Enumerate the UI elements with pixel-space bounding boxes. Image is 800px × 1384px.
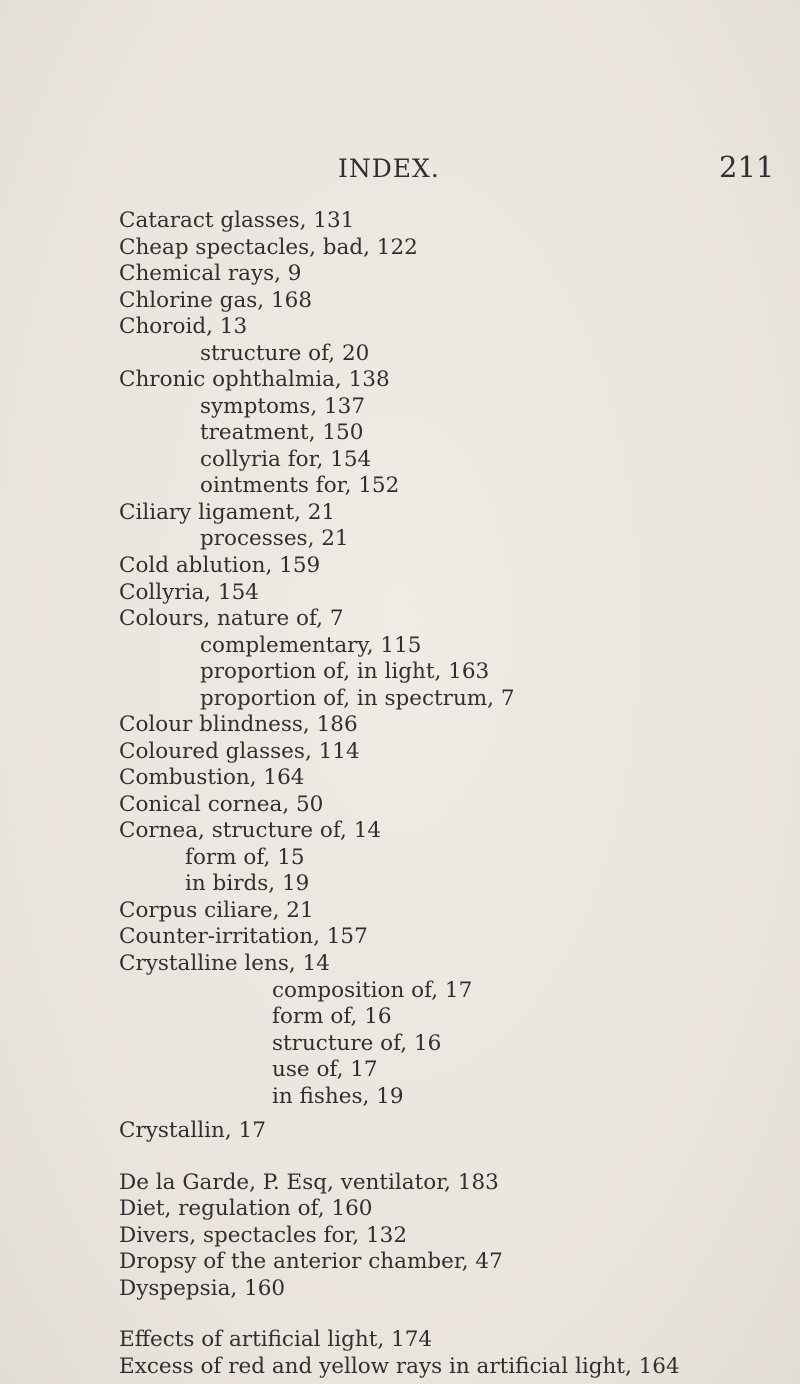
- index-entry: Colours, nature of, 7: [119, 606, 344, 631]
- index-entry: Collyria, 154: [119, 580, 259, 605]
- index-entry: Chlorine gas, 168: [119, 288, 312, 313]
- index-subentry: proportion of, in light, 163: [200, 659, 490, 684]
- running-header-title: INDEX.: [338, 154, 440, 183]
- index-entry: Cold ablution, 159: [119, 553, 321, 578]
- index-subentry: in birds, 19: [185, 871, 310, 896]
- index-subentry: complementary, 115: [200, 633, 422, 658]
- page-number: 211: [719, 150, 775, 184]
- index-entry: Crystalline lens, 14: [119, 951, 330, 976]
- index-entry: De la Garde, P. Esq, ventilator, 183: [119, 1170, 499, 1195]
- index-entry: Chronic ophthalmia, 138: [119, 367, 390, 392]
- index-entry: Colour blindness, 186: [119, 712, 358, 737]
- index-entry: Excess of red and yellow rays in artificial light, 164: [119, 1354, 680, 1379]
- index-entry: Divers, spectacles for, 132: [119, 1223, 408, 1248]
- index-entry: Coloured glasses, 114: [119, 739, 360, 764]
- index-subentry: collyria for, 154: [200, 447, 372, 472]
- index-entry: Cheap spectacles, bad, 122: [119, 235, 418, 260]
- index-entry: Conical cornea, 50: [119, 792, 324, 817]
- index-subentry: processes, 21: [200, 526, 349, 551]
- index-subentry: in fishes, 19: [272, 1084, 404, 1109]
- index-subentry: treatment, 150: [200, 420, 364, 445]
- index-entry: Corpus ciliare, 21: [119, 898, 314, 923]
- index-entry: Cataract glasses, 131: [119, 208, 355, 233]
- index-entry: Choroid, 13: [119, 314, 248, 339]
- index-subentry: structure of, 20: [200, 341, 370, 366]
- index-entry: Counter-irritation, 157: [119, 924, 368, 949]
- index-subentry: symptoms, 137: [200, 394, 366, 419]
- index-entry: Effects of artificial light, 174: [119, 1327, 433, 1352]
- index-subentry: composition of, 17: [272, 978, 473, 1003]
- index-entry: Ciliary ligament, 21: [119, 500, 336, 525]
- index-subentry: form of, 16: [272, 1004, 392, 1029]
- index-entry: Dropsy of the anterior chamber, 47: [119, 1249, 503, 1274]
- index-subentry: ointments for, 152: [200, 473, 400, 498]
- index-entry: Combustion, 164: [119, 765, 305, 790]
- index-entry: Crystallin, 17: [119, 1118, 266, 1143]
- index-subentry: structure of, 16: [272, 1031, 442, 1056]
- index-entry: Diet, regulation of, 160: [119, 1196, 373, 1221]
- index-entry: Chemical rays, 9: [119, 261, 302, 286]
- index-entry: Cornea, structure of, 14: [119, 818, 382, 843]
- index-subentry: proportion of, in spectrum, 7: [200, 686, 515, 711]
- index-subentry: use of, 17: [272, 1057, 378, 1082]
- index-entry: Dyspepsia, 160: [119, 1276, 286, 1301]
- index-subentry: form of, 15: [185, 845, 305, 870]
